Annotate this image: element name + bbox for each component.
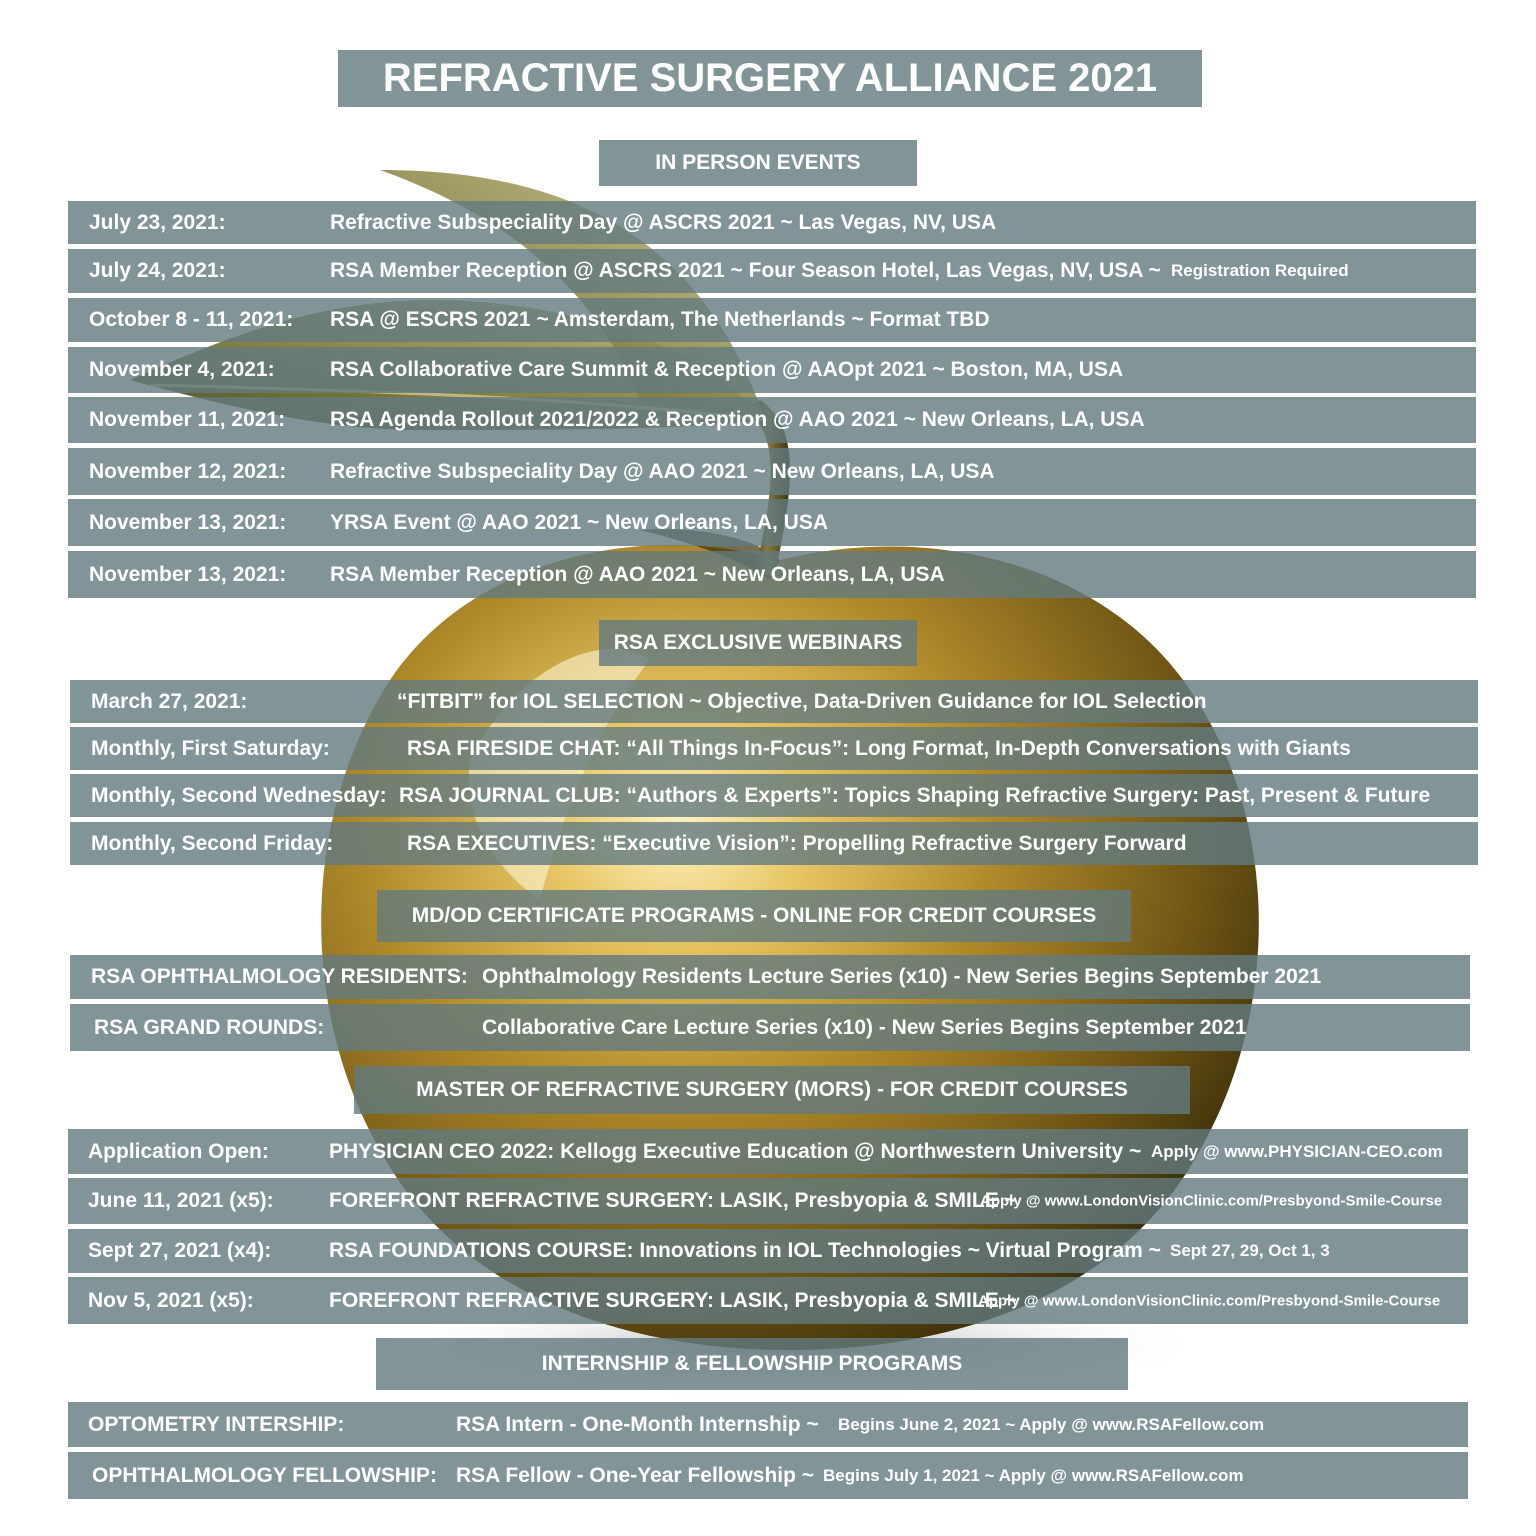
webinar-row: [70, 822, 1478, 865]
fellowship-apply-link[interactable]: Begins July 1, 2021 ~ Apply @ www.RSAFellow.com: [823, 1465, 1244, 1485]
course-date: Application Open:: [88, 1139, 269, 1163]
page-title: REFRACTIVE SURGERY ALLIANCE 2021: [338, 50, 1202, 107]
course-apply-link[interactable]: Apply @ www.LondonVisionClinic.com/Presbyond-Smile-Course: [978, 1292, 1441, 1309]
event-row: [68, 298, 1476, 342]
webinar-description: “FITBIT” for IOL SELECTION ~ Objective, Data-Driven Guidance for IOL Selection: [397, 689, 1207, 713]
course-description: PHYSICIAN CEO 2022: Kellogg Executive Education @ Northwestern University ~: [329, 1139, 1142, 1163]
webinar-description: RSA FIRESIDE CHAT: “All Things In-Focus”: Long Format, In-Depth Conversations with Giants: [407, 736, 1351, 760]
event-row: [68, 499, 1476, 546]
fellowship-description: RSA Intern - One-Month Internship ~: [456, 1412, 819, 1436]
course-row: [68, 1229, 1468, 1273]
event-row: [68, 347, 1476, 393]
event-date: July 23, 2021:: [89, 210, 226, 234]
section-heading-mors: MASTER OF REFRACTIVE SURGERY (MORS) - FOR CREDIT COURSES: [354, 1066, 1190, 1114]
course-apply-link[interactable]: Apply @ www.PHYSICIAN-CEO.com: [1151, 1141, 1443, 1161]
event-row: [68, 551, 1476, 598]
event-date: November 13, 2021:: [89, 510, 287, 534]
event-row: [68, 448, 1476, 495]
event-date: November 13, 2021:: [89, 562, 287, 586]
webinar-row: [70, 680, 1478, 723]
event-description: RSA @ ESCRS 2021 ~ Amsterdam, The Netherlands ~ Format TBD: [330, 308, 990, 331]
program-description: Collaborative Care Lecture Series (x10) - New Series Begins September 2021: [482, 1015, 1247, 1039]
program-name: RSA GRAND ROUNDS:: [94, 1015, 325, 1039]
fellowship-description: RSA Fellow - One-Year Fellowship ~: [456, 1463, 815, 1487]
course-row: [68, 1178, 1468, 1224]
fellowship-apply-link[interactable]: Begins June 2, 2021 ~ Apply @ www.RSAFellow.com: [838, 1414, 1265, 1434]
event-date: July 24, 2021:: [89, 259, 226, 282]
section-heading-in-person-events: IN PERSON EVENTS: [599, 140, 917, 186]
course-row: [68, 1129, 1468, 1174]
event-date: November 4, 2021:: [89, 358, 275, 381]
webinar-schedule: Monthly, Second Wednesday:: [91, 783, 387, 807]
program-description: Ophthalmology Residents Lecture Series (x10) - New Series Begins September 2021: [482, 965, 1322, 988]
webinar-row: [70, 774, 1478, 817]
webinar-schedule: Monthly, First Saturday:: [91, 736, 330, 760]
webinar-row: [70, 727, 1478, 770]
event-description: YRSA Event @ AAO 2021 ~ New Orleans, LA, USA: [330, 510, 828, 534]
event-note: Registration Required: [1171, 261, 1349, 280]
fellowship-type: OPHTHALMOLOGY FELLOWSHIP:: [92, 1463, 437, 1487]
course-date: Nov 5, 2021 (x5):: [88, 1288, 254, 1312]
course-description: FOREFRONT REFRACTIVE SURGERY: LASIK, Presbyopia & SMILE ~: [329, 1288, 1017, 1312]
fellowship-type: OPTOMETRY INTERSHIP:: [88, 1412, 345, 1436]
course-date: Sept 27, 2021 (x4):: [88, 1239, 272, 1262]
event-row: [68, 397, 1476, 443]
fellowship-row: [68, 1452, 1468, 1499]
course-apply-link[interactable]: Apply @ www.LondonVisionClinic.com/Presbyond-Smile-Course: [980, 1192, 1443, 1210]
webinar-schedule: March 27, 2021:: [91, 689, 248, 713]
event-description: RSA Agenda Rollout 2021/2022 & Reception @ AAO 2021 ~ New Orleans, LA, USA: [330, 408, 1145, 431]
event-description: Refractive Subspeciality Day @ ASCRS 2021 ~ Las Vegas, NV, USA: [330, 210, 997, 234]
course-row: [68, 1277, 1468, 1324]
section-heading-webinars: RSA EXCLUSIVE WEBINARS: [599, 620, 917, 666]
webinar-schedule: Monthly, Second Friday:: [91, 831, 334, 855]
event-description: RSA Member Reception @ AAO 2021 ~ New Orleans, LA, USA: [330, 562, 945, 586]
program-row: [70, 955, 1470, 999]
event-date: October 8 - 11, 2021:: [89, 308, 294, 331]
course-description: RSA FOUNDATIONS COURSE: Innovations in IOL Technologies ~ Virtual Program ~: [329, 1239, 1161, 1262]
event-row: [68, 249, 1476, 293]
webinar-description: RSA EXECUTIVES: “Executive Vision”: Propelling Refractive Surgery Forward: [407, 831, 1187, 855]
program-row: [70, 1004, 1470, 1051]
program-name: RSA OPHTHALMOLOGY RESIDENTS:: [91, 965, 468, 988]
webinar-description: RSA JOURNAL CLUB: “Authors & Experts”: Topics Shaping Refractive Surgery: Past, Present & Future: [399, 783, 1431, 807]
event-description: RSA Collaborative Care Summit & Reception @ AAOpt 2021 ~ Boston, MA, USA: [330, 358, 1124, 381]
fellowship-row: [68, 1402, 1468, 1447]
course-date: June 11, 2021 (x5):: [88, 1189, 274, 1212]
course-schedule-note: Sept 27, 29, Oct 1, 3: [1170, 1241, 1330, 1260]
section-heading-certificate-programs: MD/OD CERTIFICATE PROGRAMS - ONLINE FOR CREDIT COURSES: [377, 890, 1131, 942]
event-date: November 11, 2021:: [89, 408, 286, 431]
course-description: FOREFRONT REFRACTIVE SURGERY: LASIK, Presbyopia & SMILE ~: [329, 1189, 1017, 1212]
event-date: November 12, 2021:: [89, 459, 287, 483]
event-description: RSA Member Reception @ ASCRS 2021 ~ Four Season Hotel, Las Vegas, NV, USA ~: [330, 259, 1161, 282]
event-description: Refractive Subspeciality Day @ AAO 2021 ~ New Orleans, LA, USA: [330, 459, 995, 483]
section-heading-internship-fellowship: INTERNSHIP & FELLOWSHIP PROGRAMS: [376, 1338, 1128, 1390]
event-row: [68, 201, 1476, 244]
